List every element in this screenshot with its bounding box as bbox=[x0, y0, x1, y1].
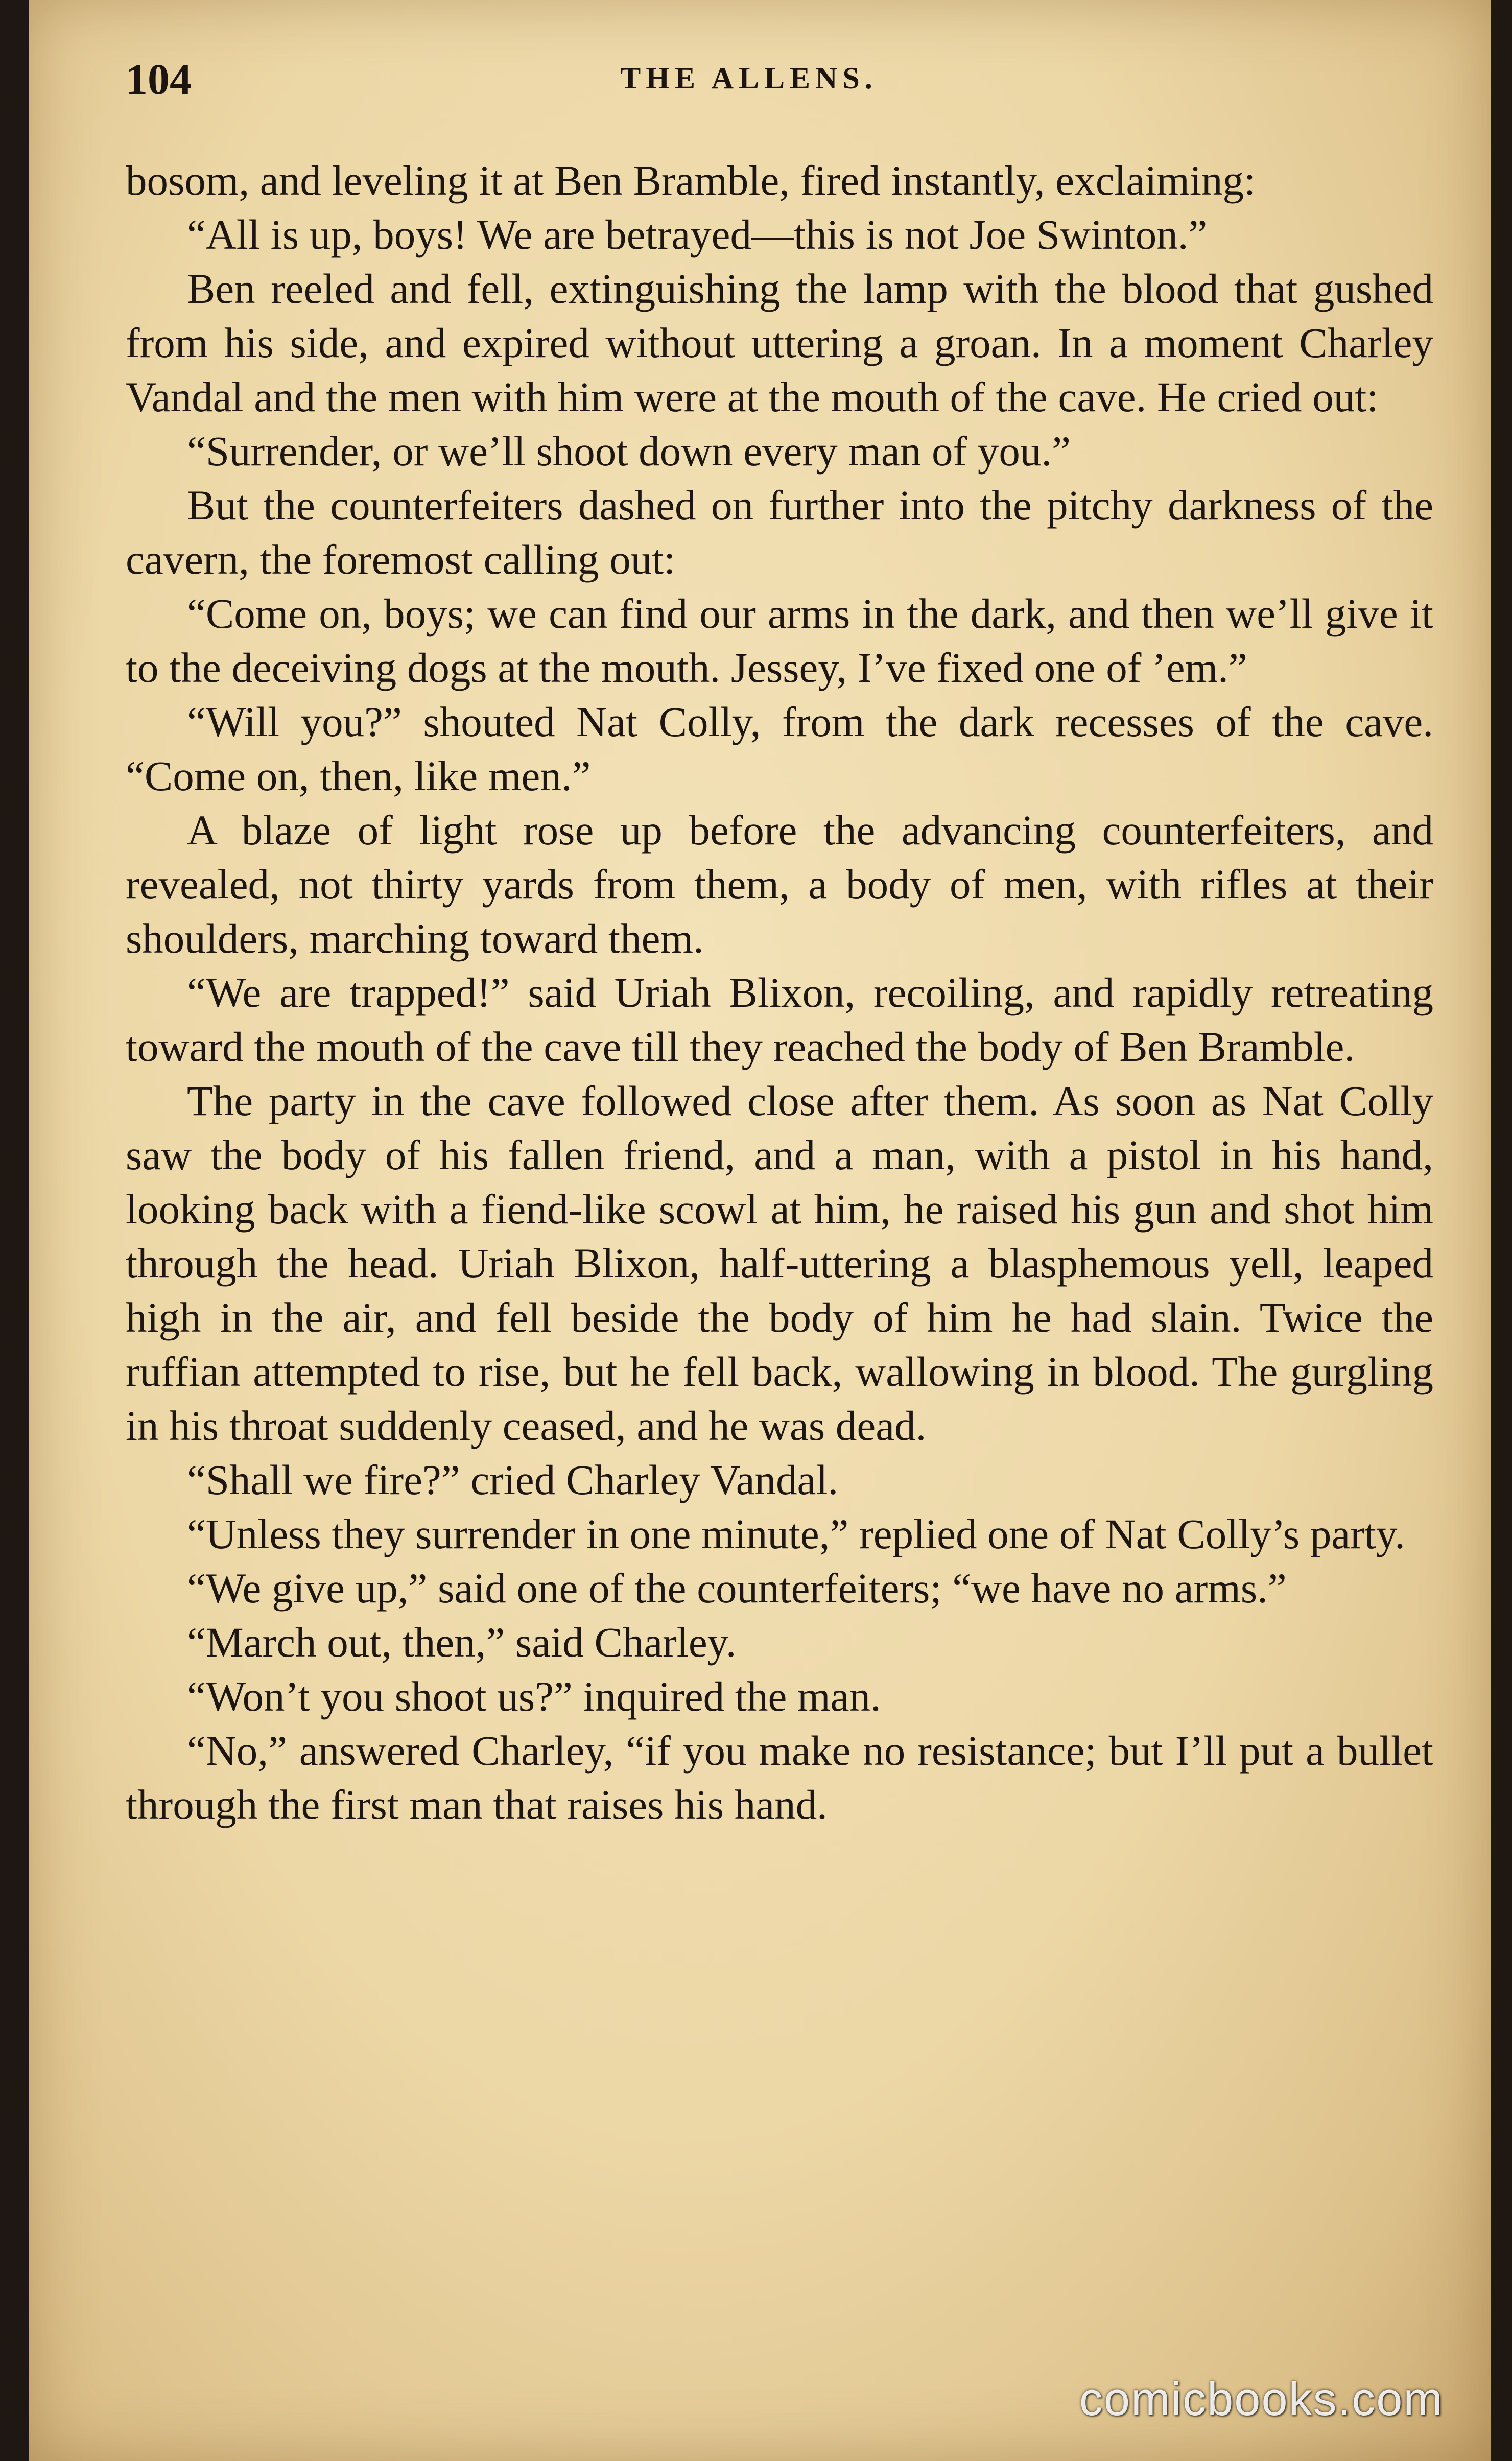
paragraph: Ben reeled and fell, extinguishing the lamp with the blood that gushed from his side, and expired without uttering a groan. In a moment Charley Vandal and the men with him were at the mouth of the cave. He cried out: bbox=[126, 265, 1433, 420]
paragraph: “March out, then,” said Charley. bbox=[187, 1619, 737, 1666]
paragraph: “All is up, boys! We are betrayed—this is not Joe Swinton.” bbox=[187, 211, 1208, 258]
paragraph: “Surrender, or we’ll shoot down every man of you.” bbox=[187, 428, 1071, 475]
paragraph: “Won’t you shoot us?” inquired the man. bbox=[187, 1673, 881, 1720]
page-header bbox=[126, 54, 1433, 115]
paragraph: But the counterfeiters dashed on further into the pitchy darkness of the cavern, the foremost calling out: bbox=[126, 482, 1433, 583]
paragraph: “Come on, boys; we can find our arms in the dark, and then we’ll give it to the deceiving dogs at the mouth. Jessey, I’ve fixed one of ’em.” bbox=[126, 590, 1433, 691]
paragraph: bosom, and leveling it at Ben Bramble, fired instantly, exclaiming: bbox=[126, 157, 1256, 204]
paragraph: “We give up,” said one of the counterfeiters; “we have no arms.” bbox=[187, 1565, 1287, 1612]
paragraph: “Unless they surrender in one minute,” replied one of Nat Colly’s party. bbox=[187, 1510, 1405, 1557]
paragraph: “Will you?” shouted Nat Colly, from the dark recesses of the cave. “Come on, then, like men.” bbox=[126, 698, 1433, 799]
page-number: 104 bbox=[126, 55, 192, 104]
watermark-text: comicbooks.com bbox=[1079, 2373, 1444, 2425]
body-text bbox=[126, 153, 1433, 1832]
paragraph: The party in the cave followed close after them. As soon as Nat Colly saw the body of his fallen friend, and a man, with a pistol in his hand, looking back with a fiend-like scowl at him, he raised his gun and shot him through the head. Uriah Blixon, half-uttering a blasphemous yell, leaped high in the air, and fell beside the body of him he had slain. Twice the ruffian attempted to rise, but he fell back, wallowing in blood. The gurgling in his throat suddenly ceased, and he was dead. bbox=[126, 1077, 1433, 1449]
paragraph: A blaze of light rose up before the advancing counterfeiters, and revealed, not thirty yards from them, a body of men, with rifles at their shoulders, marching toward them. bbox=[126, 807, 1433, 962]
paragraph: “Shall we fire?” cried Charley Vandal. bbox=[187, 1456, 839, 1503]
paragraph: “No,” answered Charley, “if you make no resistance; but I’ll put a bullet through the first man that raises his hand. bbox=[126, 1727, 1433, 1828]
running-head: THE ALLENS. bbox=[620, 61, 878, 95]
paragraph: “We are trapped!” said Uriah Blixon, recoiling, and rapidly retreating toward the mouth of the cave till they reached the body of Ben Bramble. bbox=[126, 969, 1433, 1070]
book-page bbox=[29, 0, 1491, 2461]
